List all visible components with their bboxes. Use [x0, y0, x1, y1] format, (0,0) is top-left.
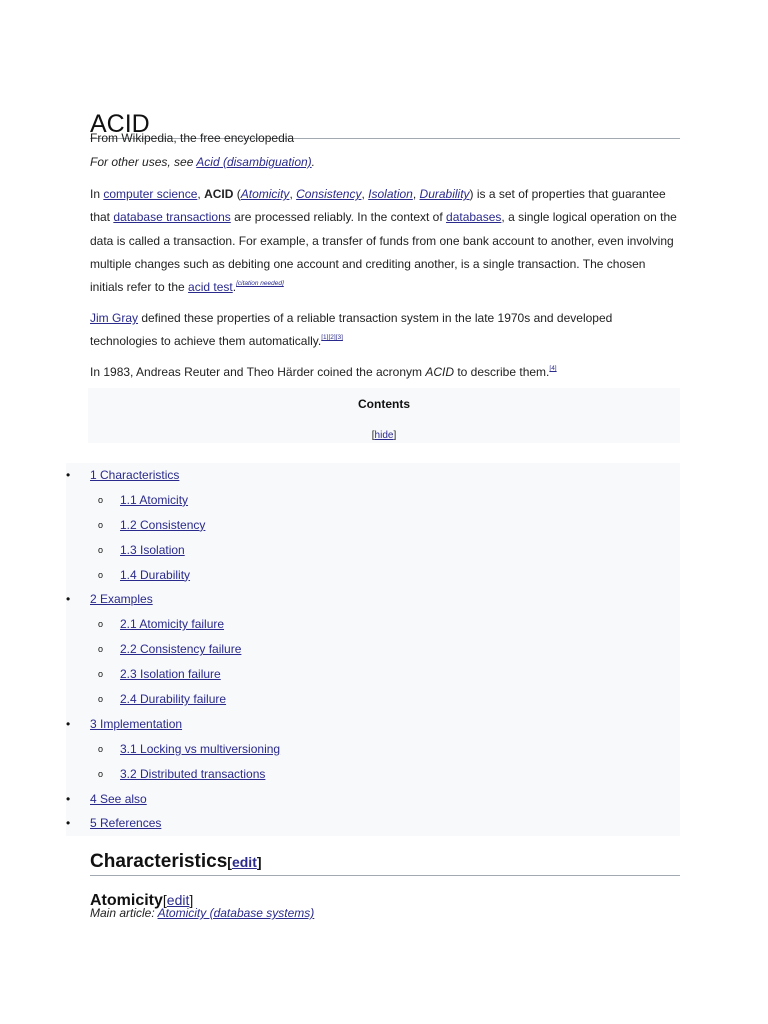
bracket: [ [227, 853, 232, 870]
text: ( [233, 187, 241, 201]
toc-item [66, 687, 680, 712]
text: . [232, 280, 237, 295]
hatnote-suffix: . [311, 155, 316, 169]
intro-paragraph-1 [90, 183, 680, 299]
atomicity-link[interactable]: Atomicity [240, 187, 290, 201]
toc-link[interactable]: 2.2 Consistency failure [120, 642, 242, 657]
bullet-icon: • [66, 592, 71, 607]
toc-header [88, 388, 680, 443]
toc-toggle [88, 430, 680, 441]
toc-link[interactable]: 3.2 Distributed transactions [120, 766, 266, 781]
circle-bullet-icon: o [98, 644, 104, 655]
toc-item [66, 637, 680, 662]
bracket: [ [162, 892, 167, 908]
toc-link[interactable]: 1.1 Atomicity [120, 492, 189, 507]
toc-item [66, 612, 680, 637]
toc-item [66, 762, 680, 787]
toc-item [66, 513, 680, 538]
acid-italic: ACID [425, 365, 454, 379]
circle-bullet-icon: o [98, 544, 104, 555]
acid-bold: ACID [204, 187, 234, 201]
text: , [197, 187, 205, 201]
circle-bullet-icon: o [98, 694, 104, 705]
toc-link[interactable]: 1.2 Consistency [120, 517, 206, 532]
computer-science-link[interactable]: computer science [103, 187, 198, 201]
text: ) is a set of properties that guarantee that [90, 187, 666, 225]
toc-link[interactable]: 2.3 Isolation failure [120, 667, 221, 682]
text: , a single logical operation on the data is called a transaction. For example, a transfer of funds from one bank account to another, even involving multiple changes such as debiting one account and crediting another, is a single transaction. The chosen initials refer to the [90, 210, 677, 295]
isolation-link[interactable]: Isolation [368, 187, 413, 201]
toc-link[interactable]: 3.1 Locking vs multiversioning [120, 741, 281, 756]
circle-bullet-icon: o [98, 569, 104, 580]
text: Main article: [90, 906, 158, 920]
toc-link[interactable]: 3 Implementation [90, 716, 183, 731]
toc-item [66, 712, 680, 737]
circle-bullet-icon: o [98, 494, 104, 505]
bullet-icon: • [66, 716, 71, 731]
databases-link[interactable]: databases [446, 210, 502, 225]
circle-bullet-icon: o [98, 768, 104, 779]
edit-section [227, 854, 261, 870]
consistency-link[interactable]: Consistency [296, 187, 362, 201]
reference-links-1-3[interactable]: [1][2][3] [321, 334, 343, 342]
toc-item [66, 662, 680, 687]
toc-title: Contents [358, 397, 410, 411]
toc-link[interactable]: 2 Examples [90, 592, 153, 607]
heading-text: Characteristics [90, 850, 228, 872]
disambiguation-link[interactable]: Acid (disambiguation) [196, 155, 312, 169]
toc-link[interactable]: 1.3 Isolation [120, 542, 185, 557]
toc-item [66, 463, 680, 488]
toc-item [66, 787, 680, 812]
toc-item [66, 811, 680, 836]
database-transactions-link[interactable]: database transactions [113, 210, 231, 225]
toc-link[interactable]: 4 See also [90, 791, 147, 806]
text: are processed reliably. In the context of [230, 210, 447, 225]
site-tagline: From Wikipedia, the free encyclopedia [90, 131, 295, 145]
intro-paragraph-3 [90, 361, 680, 384]
toc-item [66, 538, 680, 563]
atomicity-main-article-link[interactable]: Atomicity (database systems) [157, 906, 315, 920]
bracket: [ [371, 430, 375, 441]
acid-test-link[interactable]: acid test [188, 280, 233, 295]
text: In 1983, Andreas Reuter and Theo Härder coined the acronym [90, 365, 426, 379]
bullet-icon: • [66, 791, 71, 806]
circle-bullet-icon: o [98, 743, 104, 754]
durability-link[interactable]: Durability [419, 187, 470, 201]
toc-link[interactable]: 1.4 Durability [120, 567, 191, 582]
bracket: ] [189, 892, 194, 908]
circle-bullet-icon: o [98, 669, 104, 680]
edit-link[interactable]: edit [231, 853, 257, 870]
toc-link[interactable]: 2.4 Durability failure [120, 692, 227, 707]
toc-link[interactable]: 2.1 Atomicity failure [120, 617, 225, 632]
text: to describe them. [454, 365, 550, 379]
toc-link[interactable]: 5 References [90, 816, 162, 831]
toc-item [66, 488, 680, 513]
bullet-icon: • [66, 816, 71, 831]
toc-item [66, 737, 680, 762]
edit-link[interactable]: edit [166, 892, 190, 908]
page-title: ACID [90, 108, 680, 139]
heading-text: Atomicity [90, 892, 163, 909]
toc-item [66, 587, 680, 612]
reference-link-4[interactable]: [4] [549, 365, 557, 372]
text: , [289, 187, 297, 201]
jim-gray-link[interactable]: Jim Gray [90, 311, 138, 325]
toc-link[interactable]: 1 Characteristics [90, 468, 180, 482]
circle-bullet-icon: o [98, 619, 104, 630]
toc-list [66, 463, 680, 836]
text: , [361, 187, 369, 201]
toc-item [66, 563, 680, 588]
hatnote [90, 155, 315, 169]
bracket: ] [256, 853, 262, 870]
section-heading-characteristics [90, 849, 680, 876]
hatnote-prefix: For other uses, see [90, 155, 197, 169]
bullet-icon: • [66, 468, 71, 482]
text: In [90, 187, 104, 201]
bracket: ] [393, 430, 397, 441]
toc-hide-link[interactable]: hide [374, 430, 394, 441]
intro-paragraph-2 [90, 307, 680, 354]
text: defined these properties of a reliable transaction system in the late 1970s and developed technologies to achieve them automatically. [90, 311, 613, 349]
circle-bullet-icon: o [98, 519, 104, 530]
main-article-note [90, 906, 314, 920]
text: , [412, 187, 420, 201]
citation-needed-link[interactable]: [citation needed] [236, 280, 284, 288]
